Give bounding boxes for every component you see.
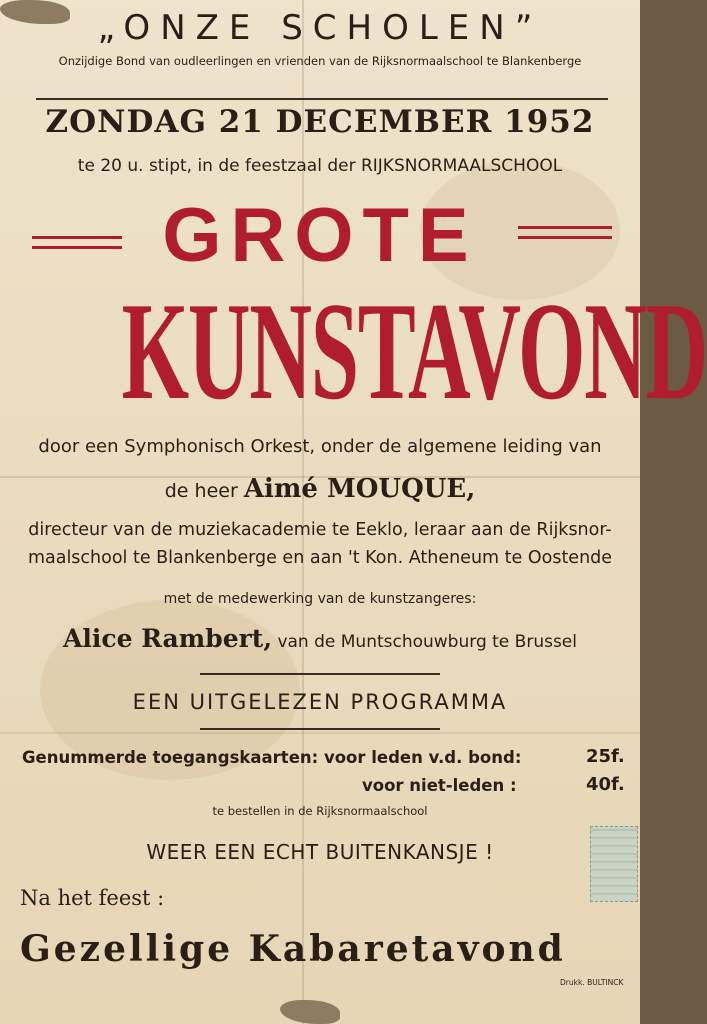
after-party-label: Na het feest : [20, 886, 165, 910]
paper-fold [302, 0, 304, 1024]
after-party-title: Gezellige Kabaretavond [20, 928, 566, 970]
headline-grote: GROTE [162, 193, 478, 278]
order-info: te bestellen in de Rijksnormaalschool [212, 804, 428, 818]
event-date: ZONDAG 21 DECEMBER 1952 [45, 104, 595, 140]
orchestra-line: door een Symphonisch Orkest, onder de algemene leiding van [38, 436, 602, 457]
opportunity-line: WEER EEN ECHT BUITENKANSJE ! [146, 840, 494, 864]
divider [200, 673, 440, 675]
tickets-members-price: 25f. [586, 746, 625, 767]
singer-description: van de Muntschouwburg te Brussel [277, 632, 577, 652]
conductor-name: Aimé MOUQUE, [243, 474, 476, 504]
divider [200, 728, 440, 730]
conductor-line [0, 474, 640, 504]
printer-credit: Drukk. BULTINCK [560, 978, 624, 987]
singer-line [0, 624, 640, 653]
paper-tear [280, 1000, 340, 1024]
poster-title: „ONZE SCHOLEN” [97, 8, 543, 48]
tickets-members-label: Genummerde toegangskaarten: voor leden v.d. bond: [22, 748, 522, 767]
conductor-description: maalschool te Blankenberge en aan 't Kon. Atheneum te Oostende [27, 548, 613, 568]
tax-stamp [590, 826, 638, 902]
singer-name: Alice Rambert, [62, 624, 273, 653]
headline-kunstavond: KUNSTAVOND [121, 274, 707, 429]
program-heading: EEN UITGELEZEN PROGRAMMA [132, 690, 508, 714]
tickets-nonmembers-price: 40f. [586, 774, 625, 795]
conductor-description: directeur van de muziekacademie te Eeklo, leraar aan de Rijksnor- [28, 520, 612, 540]
event-venue: te 20 u. stipt, in de feestzaal der RIJKSNORMAALSCHOOL [77, 156, 563, 176]
conductor-prefix: de heer [164, 480, 238, 502]
divider [36, 98, 608, 100]
poster-subtitle: Onzijdige Bond van oudleerlingen en vrienden van de Rijksnormaalschool te Blankenberge [58, 54, 582, 68]
tickets-nonmembers-label: voor niet-leden : [362, 776, 517, 795]
singer-intro: met de medewerking van de kunstzangeres: [163, 591, 477, 607]
